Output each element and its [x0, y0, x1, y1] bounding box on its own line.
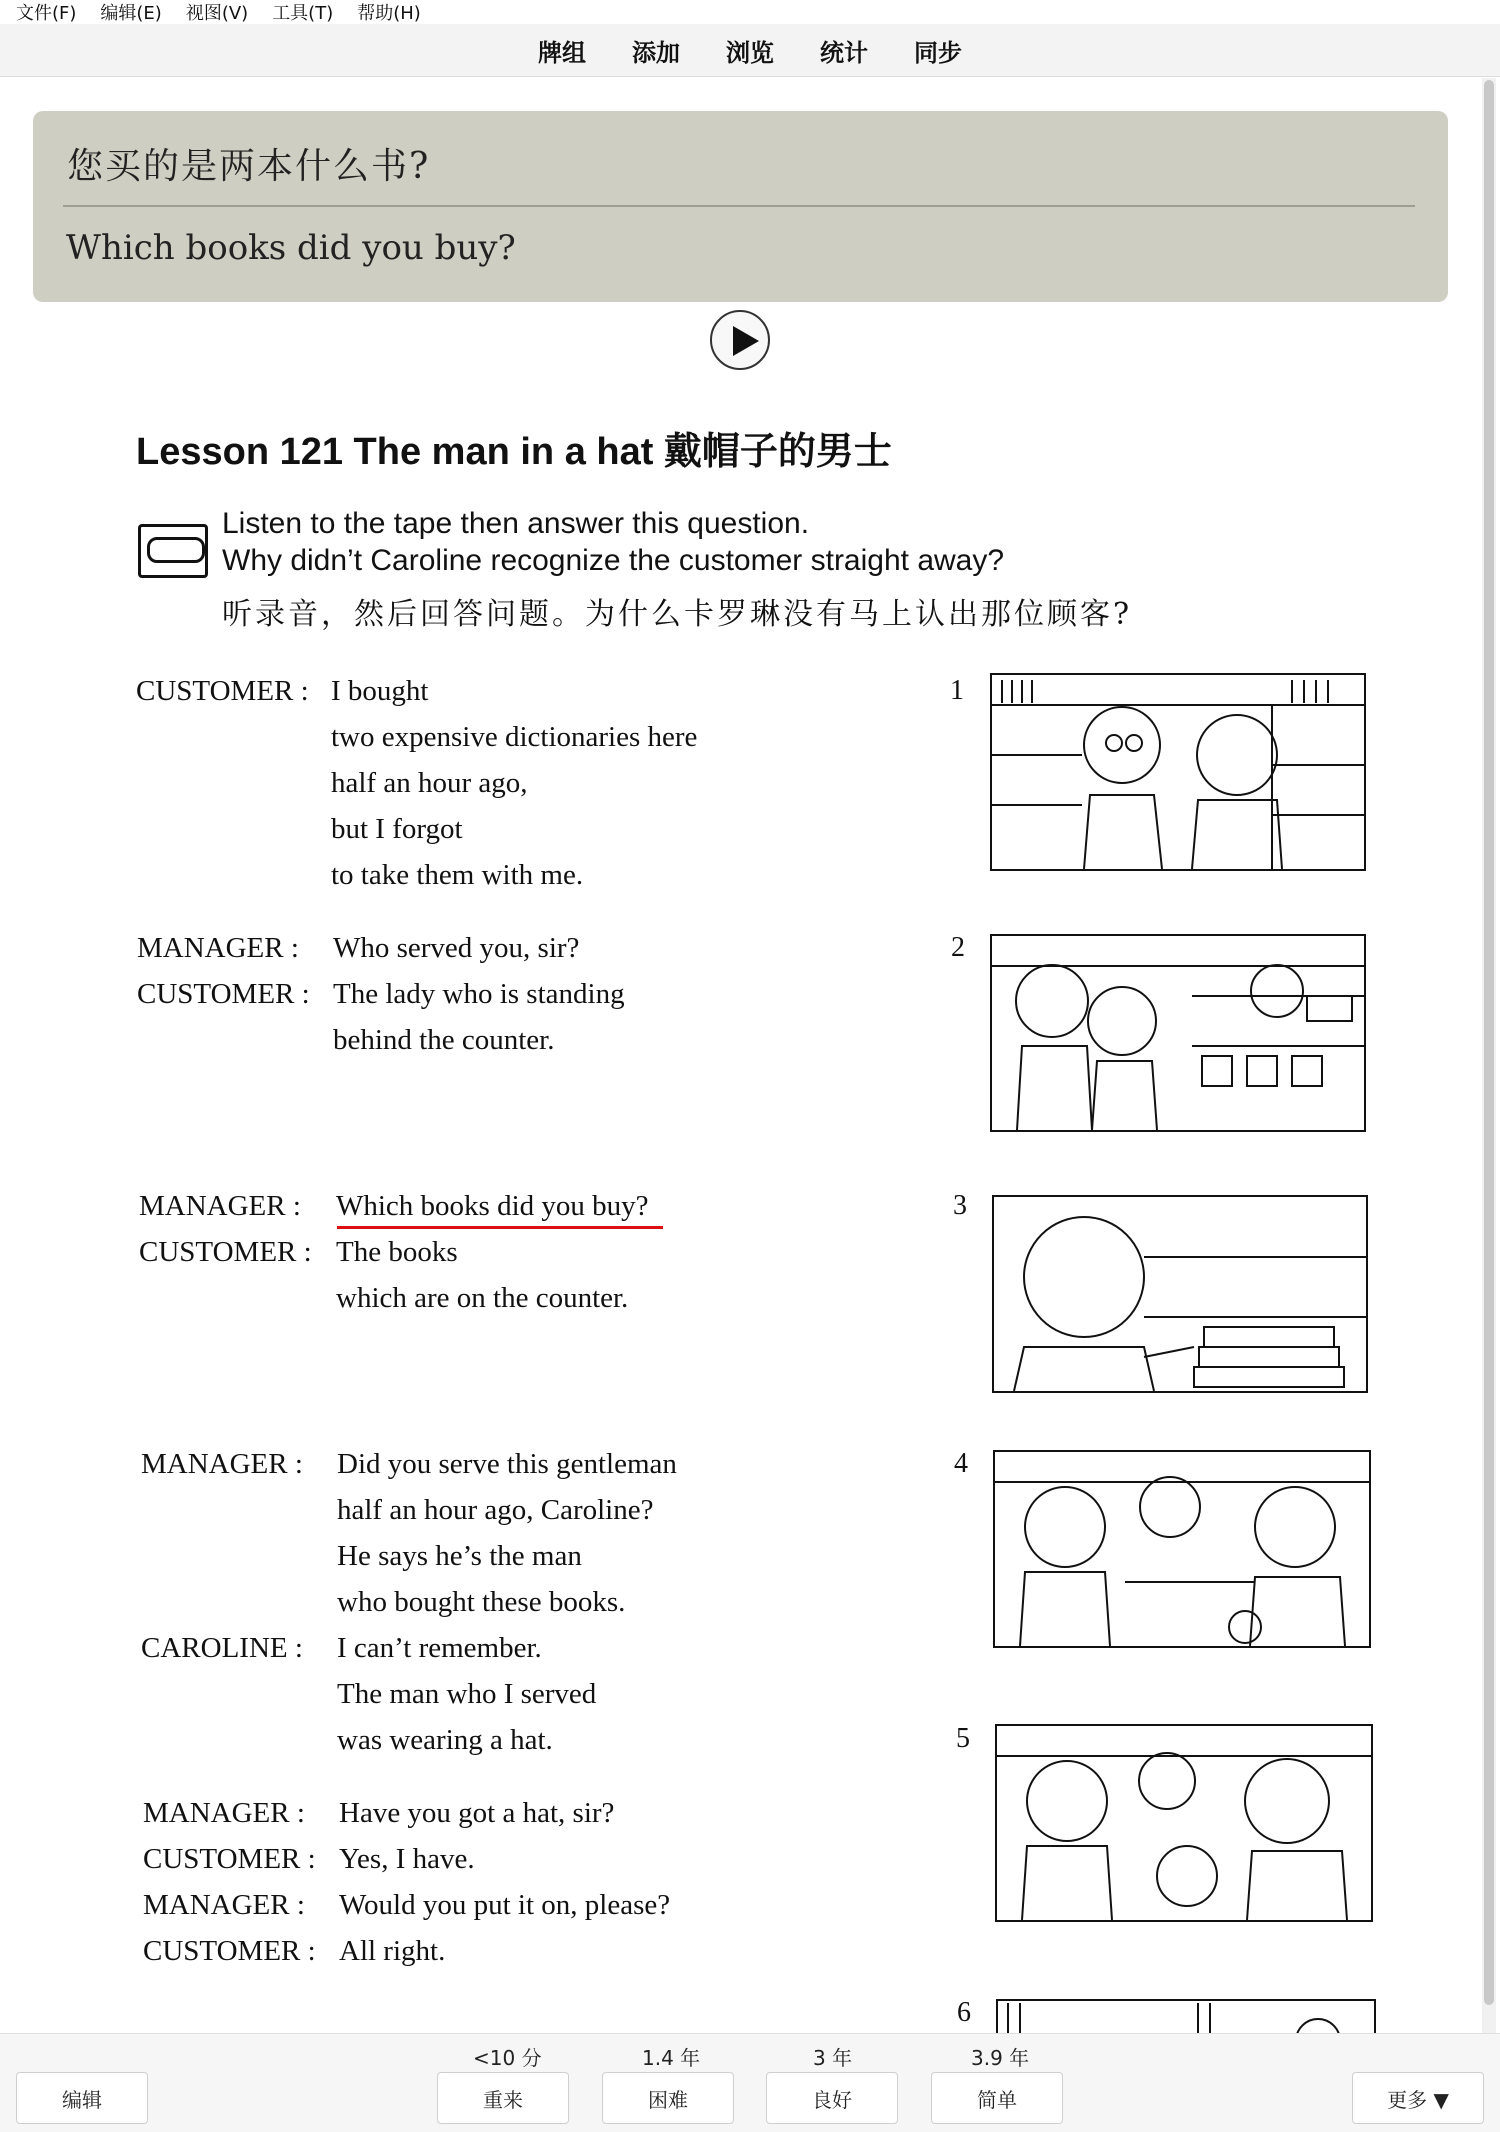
- nav-stats[interactable]: 统计: [820, 38, 868, 67]
- speaker-label: CUSTOMER :: [139, 1236, 312, 1268]
- dialogue-line: which are on the counter.: [336, 1282, 629, 1314]
- hard-button[interactable]: 困难: [602, 2072, 734, 2124]
- menu-edit[interactable]: 编辑(E): [100, 3, 162, 24]
- illustration-6: [996, 1999, 1376, 2035]
- speaker-label: MANAGER :: [141, 1448, 303, 1480]
- edit-button[interactable]: 编辑: [16, 2072, 148, 2124]
- hard-interval: 1.4 年: [642, 2046, 701, 2070]
- cassette-tape-icon: [138, 524, 208, 578]
- question-line-cn: 听录音，然后回答问题。为什么卡罗琳没有马上认出那位顾客?: [222, 597, 1133, 632]
- dialogue-line: Would you put it on, please?: [339, 1889, 671, 1921]
- more-button[interactable]: 更多 ▼: [1352, 2072, 1484, 2124]
- easy-interval: 3.9 年: [971, 2046, 1030, 2070]
- menu-bar: [0, 0, 1500, 24]
- scrollbar-thumb[interactable]: [1484, 80, 1494, 2005]
- dialogue-line: Yes, I have.: [339, 1843, 475, 1875]
- speaker-label: MANAGER :: [139, 1190, 301, 1222]
- dialogue-line: to take them with me.: [331, 859, 584, 891]
- lesson-title: Lesson 121 The man in a hat 戴帽子的男士: [136, 431, 892, 473]
- picture-number: 4: [954, 1448, 968, 1479]
- dialogue-line: who bought these books.: [337, 1586, 626, 1618]
- speaker-label: MANAGER :: [143, 1889, 305, 1921]
- dialogue-line: Did you serve this gentleman: [337, 1448, 677, 1480]
- flashcard: [33, 111, 1448, 302]
- menu-tools[interactable]: 工具(T): [272, 3, 334, 24]
- speaker-label: CUSTOMER :: [137, 978, 310, 1010]
- nav-add[interactable]: 添加: [632, 38, 680, 67]
- card-divider: [63, 205, 1415, 207]
- menu-file[interactable]: 文件(F): [16, 3, 77, 24]
- nav-sync[interactable]: 同步: [914, 38, 962, 67]
- speaker-label: MANAGER :: [143, 1797, 305, 1829]
- menu-help[interactable]: 帮助(H): [357, 3, 421, 24]
- again-interval: <10 分: [473, 2046, 542, 2070]
- good-interval: 3 年: [813, 2046, 853, 2070]
- nav-decks[interactable]: 牌组: [538, 38, 586, 67]
- dialogue-line: but I forgot: [331, 813, 463, 845]
- dialogue-line: two expensive dictionaries here: [331, 721, 698, 753]
- top-toolbar: [0, 24, 1500, 77]
- speaker-label: CUSTOMER :: [143, 1935, 316, 1967]
- illustration-1: [990, 673, 1366, 871]
- again-button[interactable]: 重来: [437, 2072, 569, 2124]
- dialogue-line-highlighted: Which books did you buy?: [336, 1190, 649, 1222]
- speaker-label: MANAGER :: [137, 932, 299, 964]
- dialogue-line: The man who I served: [337, 1678, 597, 1710]
- dialogue-line: Have you got a hat, sir?: [339, 1797, 615, 1829]
- illustration-2: [990, 934, 1366, 1132]
- picture-number: 6: [957, 1997, 971, 2028]
- dialogue-line: I bought: [331, 675, 429, 707]
- dialogue-line: behind the counter.: [333, 1024, 555, 1056]
- good-button[interactable]: 良好: [766, 2072, 898, 2124]
- illustration-5: [995, 1724, 1373, 1922]
- speaker-label: CUSTOMER :: [136, 675, 309, 707]
- card-back-text: Which books did you buy?: [66, 228, 516, 268]
- question-line-en-1: Listen to the tape then answer this question.: [222, 507, 810, 540]
- card-front-text: 您买的是两本什么书?: [67, 146, 431, 187]
- dialogue-line: half an hour ago, Caroline?: [337, 1494, 654, 1526]
- dialogue-line: The books: [336, 1236, 458, 1268]
- speaker-label: CAROLINE :: [141, 1632, 303, 1664]
- picture-number: 2: [951, 932, 965, 963]
- illustration-4: [993, 1450, 1371, 1648]
- scrollbar[interactable]: [1482, 78, 1496, 2033]
- picture-number: 1: [950, 675, 964, 706]
- dialogue-line: I can’t remember.: [337, 1632, 542, 1664]
- nav-browse[interactable]: 浏览: [726, 38, 774, 67]
- dialogue-line: The lady who is standing: [333, 978, 625, 1010]
- red-underline: [337, 1226, 663, 1229]
- menu-view[interactable]: 视图(V): [185, 3, 249, 24]
- easy-button[interactable]: 简单: [931, 2072, 1063, 2124]
- illustration-3: [992, 1195, 1368, 1393]
- dialogue-line: All right.: [339, 1935, 446, 1967]
- picture-number: 5: [956, 1723, 970, 1754]
- dialogue-line: half an hour ago,: [331, 767, 528, 799]
- speaker-label: CUSTOMER :: [143, 1843, 316, 1875]
- question-line-en-2: Why didn’t Caroline recognize the customer straight away?: [222, 544, 1005, 577]
- dialogue-line: He says he’s the man: [337, 1540, 582, 1572]
- dialogue-line: Who served you, sir?: [333, 932, 580, 964]
- answer-bar: [0, 2033, 1500, 2132]
- dialogue-line: was wearing a hat.: [337, 1724, 553, 1756]
- picture-number: 3: [953, 1190, 967, 1221]
- audio-play-button[interactable]: [710, 310, 770, 370]
